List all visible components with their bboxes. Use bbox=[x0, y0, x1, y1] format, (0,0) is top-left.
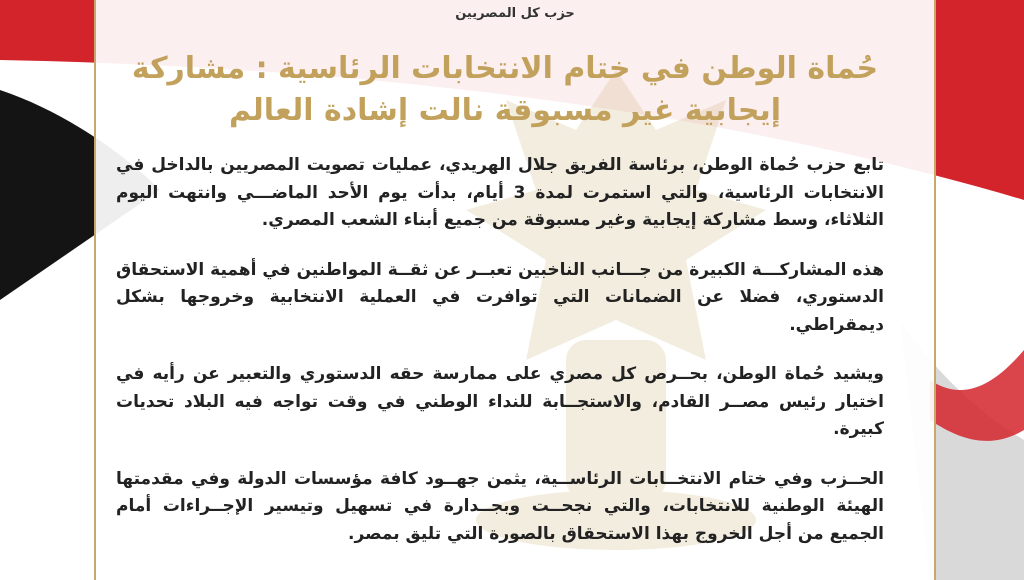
party-name: حزب كل المصريين bbox=[455, 6, 575, 21]
article-body bbox=[116, 152, 884, 570]
paragraph: الحــزب وفي ختام الانتخــابات الرئاســية، يثمن جهــود كافة مؤسسات الدولة وفي مقدمتها الهيئة الوطنية للانتخابات، والتي نجحــت وبجــدارة في تسهيل وتيسير الإجــراءات أمام الجميع من أجل الخروج بهذا الاستحقاق بالصورة التي تليق بمصر. bbox=[116, 468, 884, 544]
article-title: حُماة الوطن في ختام الانتخابات الرئاسية : مشاركة إيجابية غير مسبوقة نالت إشادة العالم bbox=[131, 51, 879, 128]
paragraph: ويشيد حُماة الوطن، بحــرص كل مصري على ممارسة حقه الدستوري والتعبير عن رأيه في اختيار رئيس مصــر القادم، والاستجــابة للنداء الوطني في وقت تواجه فيه البلاد تحديات كبيرة. bbox=[116, 364, 884, 439]
document-panel bbox=[94, 0, 936, 580]
paragraph: تابع حزب حُماة الوطن، برئاسة الفريق جلال الهريدي، عمليات تصويت المصريين بالداخل في الانتخابات الرئاسية، والتي استمرت لمدة 3 أيام، بدأت يوم الأحد الماضـــي وانتهت اليوم الثلاثاء، وسط مشاركة إيجابية وغير مسبوقة من جميع أبناء الشعب المصري. bbox=[116, 155, 884, 230]
paragraph: هذه المشاركـــة الكبيرة من جـــانب الناخبين تعبــر عن ثقــة المواطنين في أهمية الاستحقاق الدستوري، فضلا عن الضمانات التي توافرت في العملية الانتخابية وخروجها بشكل ديمقراطي. bbox=[116, 259, 884, 335]
